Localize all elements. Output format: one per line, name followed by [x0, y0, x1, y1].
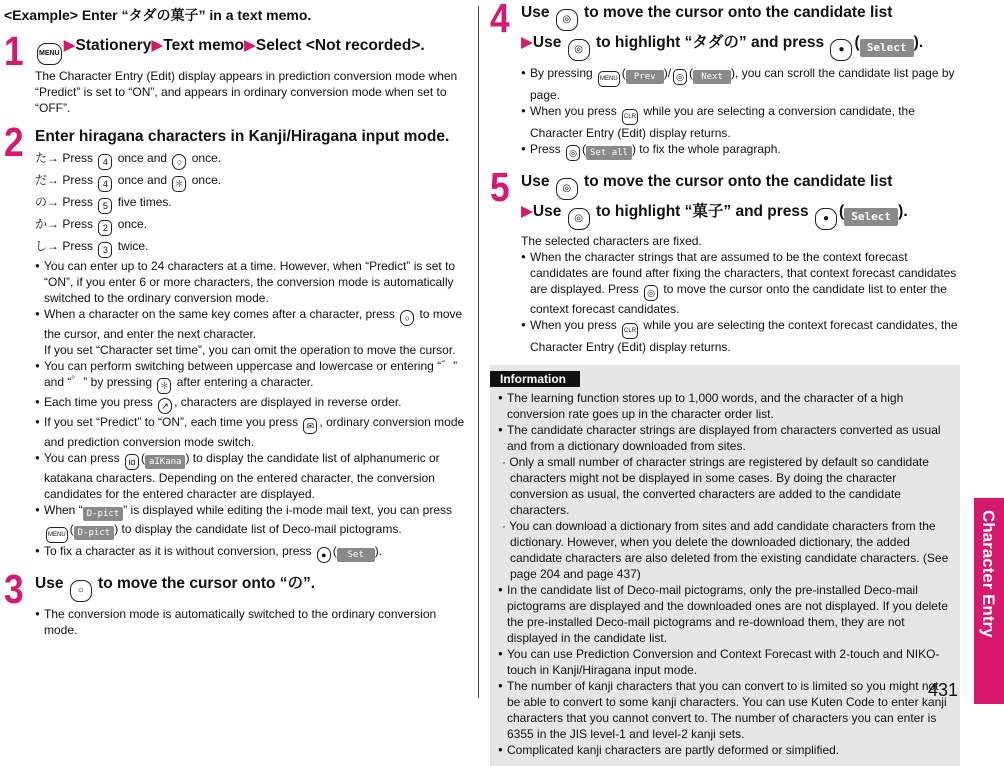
- bullet: ● When you press CLR while you are selecting a conversion candidate, the Character Entry (Edit) display returns.: [521, 103, 960, 141]
- bullet: ● If you set “Predict” to “ON”, each time you press ✉ , ordinary conversion mode and prediction conversion mode switch.: [35, 414, 470, 450]
- step-heading: MENU ▶Stationery▶Text memo▶Select <Not recorded>.: [35, 34, 470, 65]
- bullet: ● When the character strings that are assumed to be the context forecast candidates are found after fixing the characters, that context forecast candidates are displayed. Press ◎ to move the cursor onto the candidate list to enter the context forecast candidates.: [521, 249, 960, 317]
- alkana-softkey-icon: aIKana: [145, 455, 186, 469]
- instruction-line: か→ Press 2 once.: [35, 214, 470, 236]
- info-bullet: ● The number of kanji characters that you can convert to is limited so you might not be able to convert to some kanji characters. You can use Kuten Code to enter kanji characters that you cannot convert to. The number of characters you can enter is 6355 in the JIS level-1 and level-2 kanji sets.: [498, 678, 950, 742]
- step-number: 4: [490, 0, 510, 41]
- info-bullet: ● In the candidate list of Deco-mail pictograms, only the pre-installed Deco-mail pictograms are displayed and the downloaded ones are not displayed. If you delete the pre-installed Deco-mail pictograms and re-download them, they are not displayed in the candidate list.: [498, 582, 950, 646]
- star-key-icon: ＊: [172, 176, 186, 192]
- center-key-icon: ●: [830, 39, 852, 61]
- info-sub-item: · Only a small number of character strings are registered by default so candidate characters might not be displayed in some cases. By doing the character conversion as usual, the converted characters are added to the candidate characters.: [502, 455, 929, 517]
- right-column: [490, 0, 960, 766]
- info-bullet: ● The candidate character strings are displayed from characters converted as usual and from a dictionary downloaded from sites.: [498, 422, 950, 454]
- nav-ud-key-icon: ◎: [644, 285, 658, 301]
- key-4-icon: 4: [98, 176, 112, 192]
- nav-ud-key-icon: ◎: [556, 9, 578, 31]
- bullet: ● Press ◎ ( Set all ) to fix the whole paragraph.: [521, 141, 960, 161]
- column-divider: [478, 6, 479, 698]
- select-softkey-icon: Select: [844, 208, 898, 226]
- instruction-line: し→ Press 3 twice.: [35, 236, 470, 258]
- mail-key-icon: ✉: [303, 418, 317, 434]
- bullet: ● You can perform switching between uppercase and lowercase or entering “゛” and “゜” by pressing ＊ after entering a character.: [35, 358, 470, 394]
- step-number: 3: [4, 566, 24, 612]
- key-2-icon: 2: [98, 220, 112, 236]
- camera-key-icon: ◎: [566, 145, 580, 161]
- instruction-line: の→ Press 5 five times.: [35, 192, 470, 214]
- key-3-icon: 3: [98, 242, 112, 258]
- chapter-sidebar-tab: [974, 498, 1004, 704]
- select-softkey-icon: Select: [860, 39, 914, 57]
- step-description: The Character Entry (Edit) display appears in prediction conversion mode when “Predict” is set to “ON”, and appears in ordinary conversion mode when set to “OFF”.: [35, 69, 458, 115]
- step-1: [4, 28, 470, 116]
- menu-key-icon: MENU: [37, 43, 62, 65]
- dpict-softkey-icon: D-pict: [74, 526, 115, 540]
- instruction-line: た→ Press 4 once and ○ once.: [35, 148, 470, 170]
- bullet: ● Each time you press ↗ , characters are displayed in reverse order.: [35, 394, 470, 414]
- page-number: 431: [927, 680, 958, 700]
- nav-lr-key-icon: ○: [70, 580, 92, 602]
- step-number: 1: [4, 28, 24, 74]
- set-softkey-icon: Set: [337, 548, 375, 562]
- center-key-icon: ●: [317, 547, 331, 563]
- info-bullet: ● You can use Prediction Conversion and Context Forecast with 2-touch and NIKO-touch in Kanji/Hiragana input mode.: [498, 646, 950, 678]
- next-softkey-icon: Next: [693, 70, 731, 84]
- step-4: [490, 1, 960, 161]
- nav-key-icon: ○: [172, 154, 186, 170]
- center-key-icon: ●: [815, 208, 837, 230]
- bullet: ● You can press iα ( aIKana ) to display the candidate list of alphanumeric or katakana characters. Depending on the entered character, the conversion candidates for the entered character are displayed.: [35, 450, 470, 502]
- step-number: 2: [4, 119, 24, 165]
- instruction-line: だ→ Press 4 once and ＊ once.: [35, 170, 470, 192]
- nav-ud-key-icon: ◎: [556, 178, 578, 200]
- bullet: ● When “ D-pict ” is displayed while editing the i-mode mail text, you can press MENU ( D-pict ) to display the candidate list of Deco-mail pictograms.: [35, 502, 470, 543]
- bullet: ● By pressing MENU ( Prev )/ ◎ ( Next ), you can scroll the candidate list page by page.: [521, 65, 960, 103]
- setall-softkey-icon: Set all: [586, 146, 632, 160]
- prev-softkey-icon: Prev: [626, 70, 664, 84]
- step-5: [490, 164, 960, 355]
- step-heading: Enter hiragana characters in Kanji/Hiragana input mode.: [35, 128, 450, 145]
- dpict-softkey-icon: D-pict: [83, 507, 124, 521]
- step-3: [4, 566, 470, 638]
- info-bullet: ● Complicated kanji characters are partly deformed or simplified.: [498, 742, 950, 758]
- star-key-icon: ＊: [157, 378, 171, 394]
- step-description: The selected characters are fixed.: [521, 234, 702, 248]
- step-heading: Use ◎ to move the cursor onto the candidate list ▶Use ◎ to highlight “菓子” and press ● ( Select ).: [521, 170, 960, 230]
- step-heading: Use ○ to move the cursor onto “の”.: [35, 572, 470, 602]
- menu-key-icon: MENU: [46, 527, 68, 543]
- key-4-icon: 4: [98, 154, 112, 170]
- nav-4way-key-icon: ◎: [568, 39, 590, 61]
- info-sub-item: · You can download a dictionary from sites and add candidate characters from the dictionary. However, when you delete the downloaded dictionary, the added candidate characters are also deleted from the existing candidate characters. (See page 204 and page 437): [502, 519, 949, 581]
- step-number: 5: [490, 164, 510, 210]
- example-title: <Example> Enter “タダの菓子” in a text memo.: [4, 7, 312, 23]
- bullet: ● The conversion mode is automatically switched to the ordinary conversion mode.: [35, 606, 470, 638]
- nav-4way-key-icon: ◎: [568, 208, 590, 230]
- key-5-icon: 5: [98, 198, 112, 214]
- bullet: ● When you press CLR while you are selecting the context forecast candidates, the Character Entry (Edit) display returns.: [521, 317, 960, 355]
- phone-key-icon: ↗: [158, 398, 172, 414]
- step-2: [4, 119, 470, 563]
- menu-key-icon: MENU: [598, 71, 620, 87]
- chapter-label: Character Entry: [979, 510, 998, 638]
- nav-key-icon: ○: [400, 310, 414, 326]
- ir-key-icon: iα: [125, 454, 139, 470]
- bullet: ● When a character on the same key comes after a character, press ○ to move the cursor, and enter the next character. If you set “Character set time”, you can omit the operation to move the cursor.: [35, 306, 470, 358]
- info-bullet: ● The learning function stores up to 1,000 words, and the character of a high conversion rate goes up in the character order list.: [498, 390, 950, 422]
- clr-key-icon: CLR: [622, 109, 638, 125]
- bullet: ● To fix a character as it is without conversion, press ● ( Set ).: [35, 543, 470, 563]
- camera-key-icon: ◎: [673, 69, 687, 85]
- step-heading: Use ◎ to move the cursor onto the candidate list ▶Use ◎ to highlight “タダの” and press ● ( Select ).: [521, 1, 960, 61]
- information-tag: Information: [490, 371, 580, 387]
- information-box: [490, 365, 960, 766]
- clr-key-icon: CLR: [622, 323, 638, 339]
- left-column: [4, 0, 470, 638]
- bullet: ● You can enter up to 24 characters at a time. However, when “Predict” is set to “ON”, if you enter 6 or more characters, the conversion mode is automatically switched to the ordinary conversion mode.: [35, 258, 470, 306]
